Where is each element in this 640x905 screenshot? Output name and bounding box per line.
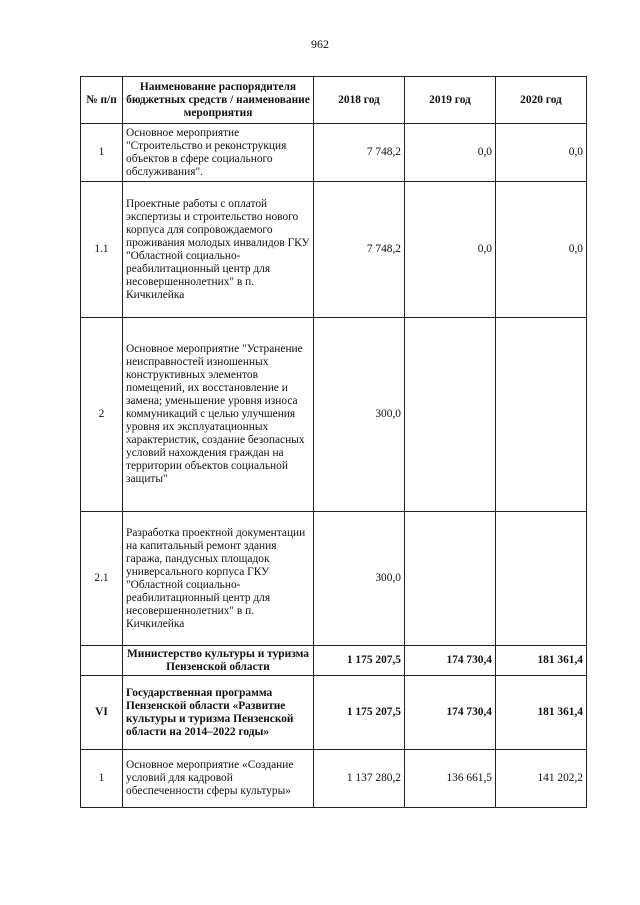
row-num: 1 — [81, 750, 123, 808]
program-row — [81, 676, 587, 750]
row-2019: 0,0 — [405, 124, 496, 182]
row-name: Основное мероприятие «Создание условий для кадровой обеспеченности сферы культуры» — [123, 750, 314, 808]
row-2020: 181 361,4 — [496, 676, 587, 750]
header-2020: 2020 год — [496, 77, 587, 124]
row-name: Основное мероприятие "Строительство и реконструкция объектов в сфере социального обслуживания". — [123, 124, 314, 182]
budget-table — [80, 76, 587, 808]
table-row — [81, 750, 587, 808]
row-num: VI — [81, 676, 123, 750]
row-2018: 7 748,2 — [314, 182, 405, 318]
row-num: 1 — [81, 124, 123, 182]
row-2020: 0,0 — [496, 182, 587, 318]
row-num — [81, 646, 123, 676]
page-number: 962 — [311, 37, 329, 51]
table-row — [81, 318, 587, 512]
row-2018: 1 137 280,2 — [314, 750, 405, 808]
table-row — [81, 182, 587, 318]
row-2020 — [496, 318, 587, 512]
row-name: Основное мероприятие "Устранение неисправностей изношенных конструктивных элементов помещений, их восстановление и замена; уменьшение уровня износа коммуникаций с целью улучшения уровня их эксплуатационных характеристик, создание безопасных условий нахождения граждан на территории объектов социальной защиты" — [123, 318, 314, 512]
row-num: 2 — [81, 318, 123, 512]
row-2019 — [405, 512, 496, 646]
row-2019: 0,0 — [405, 182, 496, 318]
program-name: Государственная программа Пензенской области «Развитие культуры и туризма Пензенской области на 2014–2022 годы» — [123, 676, 314, 750]
row-2019: 174 730,4 — [405, 676, 496, 750]
row-2018: 300,0 — [314, 512, 405, 646]
row-2019: 174 730,4 — [405, 646, 496, 676]
row-2018: 1 175 207,5 — [314, 646, 405, 676]
row-2018: 1 175 207,5 — [314, 676, 405, 750]
row-num: 1.1 — [81, 182, 123, 318]
row-2019 — [405, 318, 496, 512]
ministry-name: Министерство культуры и туризма Пензенской области — [123, 646, 314, 676]
row-2018: 7 748,2 — [314, 124, 405, 182]
header-2019: 2019 год — [405, 77, 496, 124]
row-2020: 181 361,4 — [496, 646, 587, 676]
row-2020: 141 202,2 — [496, 750, 587, 808]
row-name: Проектные работы с оплатой экспертизы и строительство нового корпуса для сопровождаемого проживания молодых инвалидов ГКУ "Областной социально-реабилитационный центр для несовершеннолетних" в п. Кичкилейка — [123, 182, 314, 318]
row-2020: 0,0 — [496, 124, 587, 182]
row-name: Разработка проектной документации на капитальный ремонт здания гаража, пандусных площадок универсального корпуса ГКУ "Областной социально-реабилитационный центр для несовершеннолетних" в п. Кичкилейка — [123, 512, 314, 646]
header-2018: 2018 год — [314, 77, 405, 124]
row-2018: 300,0 — [314, 318, 405, 512]
table-row — [81, 124, 587, 182]
row-2019: 136 661,5 — [405, 750, 496, 808]
table-row — [81, 512, 587, 646]
row-num: 2.1 — [81, 512, 123, 646]
header-num: № п/п — [81, 77, 123, 124]
row-2020 — [496, 512, 587, 646]
ministry-row — [81, 646, 587, 676]
table-header-row — [81, 77, 587, 124]
header-name: Наименование распорядителя бюджетных средств / наименование мероприятия — [123, 77, 314, 124]
